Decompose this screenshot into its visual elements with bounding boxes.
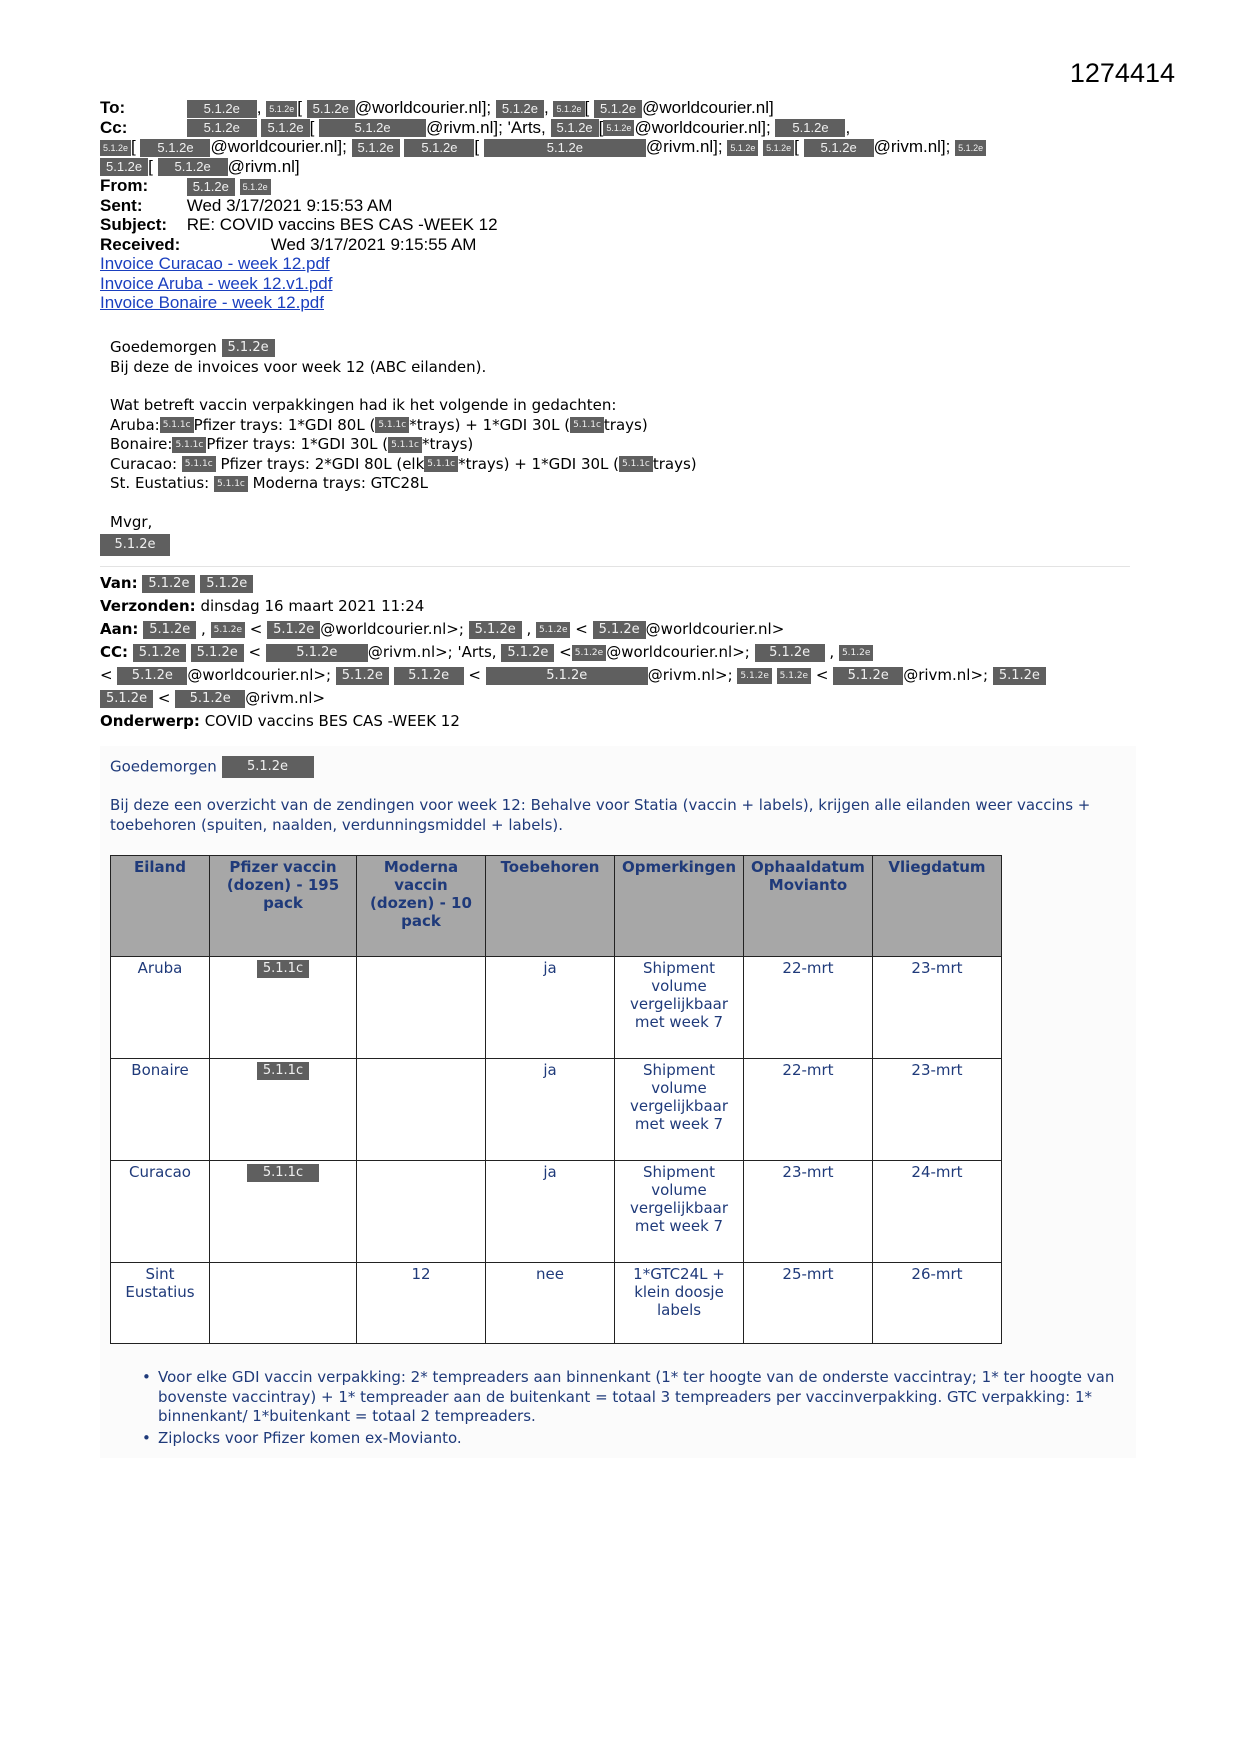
cell-opmerkingen: Shipment volume vergelijkbaar met week 7 [615,1059,744,1161]
verzonden-value: dinsdag 16 maart 2021 11:24 [200,597,425,615]
redaction: 5.1.2e [187,100,257,118]
email-domain: @rivm.nl>; [903,666,989,684]
email-domain: @worldcourier.nl>; [606,643,750,661]
redaction: 5.1.2e [307,100,355,118]
email-domain: @worldcourier.nl]; [634,117,771,137]
arts-text: 'Arts, [507,117,546,137]
onderwerp-label: Onderwerp: [100,712,200,730]
text: trays) [603,415,648,434]
redaction: 5.1.2e [200,575,253,593]
redaction: 5.1.2e [496,100,544,118]
redaction: 5.1.2e [222,756,314,778]
reply-body [110,338,1110,556]
redaction: 5.1.2e [833,667,903,685]
cell-moderna [357,1161,486,1263]
cell-ophaaldatum: 25-mrt [744,1263,873,1344]
cell-toebehoren: ja [486,1161,615,1263]
list-item: • Ziplocks voor Pfizer komen ex-Movianto. [158,1429,1118,1449]
text: Pfizer trays: 1*GDI 80L ( [193,415,376,434]
cell-vliegdatum: 26-mrt [873,1263,1002,1344]
redaction: 5.1.2e [266,101,297,117]
table-row [111,957,1002,1059]
redaction: 5.1.2e [187,178,235,196]
email-domain: @rivm.nl]; [426,117,503,137]
reply-greeting [110,338,1110,358]
redaction: 5.1.2e [501,644,554,662]
email-domain: @rivm.nl]; [873,137,951,157]
redaction: 5.1.2e [553,101,584,117]
from-line [100,176,1140,196]
redaction: 5.1.2e [737,668,771,684]
cc-line: CC: 5.1.2e 5.1.2e < 5.1.2e @rivm.nl>; 'Arts, 5.1.2e < 5.1.2e @worldcourier.nl>; 5.1.2e , 5.1.2e [100,641,1140,664]
cell-pfizer [210,1059,357,1161]
cell-toebehoren: ja [486,1059,615,1161]
cell-ophaaldatum: 22-mrt [744,957,873,1059]
cc-line-3: 5.1.2e < 5.1.2e @rivm.nl> [100,687,1140,710]
redaction: 5.1.2e [143,621,196,639]
redaction: 5.1.2e [266,644,368,662]
redaction: 5.1.2e [267,621,320,639]
redaction: 5.1.2e [486,667,648,685]
redaction: 5.1.2e [222,339,275,357]
attachment-link[interactable]: Invoice Aruba - week 12.v1.pdf [100,273,333,293]
reply-line: Bij deze de invoices voor week 12 (ABC eilanden). [110,357,487,376]
table-row [111,1161,1002,1263]
redaction: 5.1.1c [172,437,206,453]
redaction: 5.1.2e [117,667,187,685]
table-row [111,1059,1002,1161]
column-header: Vliegdatum [873,856,1002,957]
text: Curacao: [110,454,178,473]
column-header: Ophaaldatum Movianto [744,856,873,957]
redaction: 5.1.2e [142,575,195,593]
cell-pfizer [210,1263,357,1344]
redaction: 5.1.2e [187,119,257,137]
table-row [111,1263,1002,1344]
text: *trays) + 1*GDI 30L ( [458,454,620,473]
redaction: 5.1.2e [955,140,986,156]
redaction: 5.1.2e [240,179,271,195]
email-domain: @rivm.nl> [245,689,326,707]
cell-vliegdatum: 23-mrt [873,1059,1002,1161]
received-value: Wed 3/17/2021 9:15:55 AM [270,234,477,254]
packaging-statia [110,474,1110,494]
redaction: 5.1.2e [755,644,825,662]
redaction: 5.1.2e [603,120,634,136]
cell-vliegdatum: 23-mrt [873,957,1002,1059]
cell-ophaaldatum: 22-mrt [744,1059,873,1161]
sent-value: Wed 3/17/2021 9:15:53 AM [186,195,393,215]
document-id: 1274414 [1069,58,1175,88]
aan-label: Aan: [100,620,139,638]
redaction: 5.1.2e [100,140,131,156]
text: St. Eustatius: [110,474,210,492]
redaction: 5.1.1c [570,417,604,433]
cell-moderna: 12 [357,1263,486,1344]
sent-line [100,196,1140,216]
redaction: 5.1.1c [388,437,422,453]
email-domain: @rivm.nl] [227,156,300,176]
redaction: 5.1.2e [352,139,400,157]
cell-eiland: Bonaire [111,1059,210,1161]
redaction: 5.1.2e [839,645,873,661]
column-header: Toebehoren [486,856,615,957]
packaging-curacao [110,455,1110,475]
redaction: 5.1.2e [484,139,646,157]
redaction: 5.1.2e [593,621,646,639]
redaction: 5.1.2e [594,100,642,118]
text: Pfizer trays: 1*GDI 30L ( [206,435,389,453]
redaction: 5.1.2e [536,622,570,638]
redaction: 5.1.2e [100,534,170,556]
cell-pfizer [210,957,357,1059]
arts-text: 'Arts, [457,643,497,661]
column-header: Moderna vaccin (dozen) - 10 pack [357,856,486,957]
text: Aruba: [110,415,160,434]
onderwerp-value: COVID vaccins BES CAS -WEEK 12 [204,712,460,730]
redaction: 5.1.2e [777,668,811,684]
cell-eiland: Curacao [111,1161,210,1263]
redaction: 5.1.2e [191,644,244,662]
packaging-aruba [110,416,1110,436]
redaction: 5.1.2e [100,690,153,708]
cell-pfizer [210,1161,357,1263]
redaction: 5.1.1c [619,456,653,472]
cell-toebehoren: ja [486,957,615,1059]
redaction: 5.1.2e [336,667,389,685]
received-line [100,235,1140,255]
cc-label: CC: [100,643,129,661]
cell-vliegdatum: 24-mrt [873,1161,1002,1263]
redaction: 5.1.2e [394,667,464,685]
redaction: 5.1.1c [257,960,309,978]
column-header: Pfizer vaccin (dozen) - 195 pack [210,856,357,957]
verzonden-label: Verzonden: [100,597,196,615]
redaction: 5.1.2e [133,644,186,662]
redaction: 5.1.2e [572,645,606,661]
redaction: 5.1.2e [551,119,599,137]
redaction: 5.1.1c [375,417,409,433]
column-header: Eiland [111,856,210,957]
cell-moderna [357,1059,486,1161]
onderwerp-line [100,710,1140,733]
shipment-table [110,855,1002,1344]
cell-opmerkingen: 1*GTC24L + klein doosje labels [615,1263,744,1344]
text: *trays) [421,435,474,453]
redaction: 5.1.1c [160,417,194,433]
redaction: 5.1.2e [140,139,210,157]
email-domain: @worldcourier.nl] [642,98,774,117]
redaction: 5.1.1c [247,1164,319,1182]
cell-eiland: Sint Eustatius [111,1263,210,1344]
verzonden-line [100,595,1140,618]
cell-toebehoren: nee [486,1263,615,1344]
cell-opmerkingen: Shipment volume vergelijkbaar met week 7 [615,957,744,1059]
text: trays) [652,454,697,473]
original-intro: Bij deze een overzicht van de zendingen voor week 12: Behalve voor Statia (vaccin + labels), krijgen alle eilanden weer vaccins + toebehoren (spuiten, naalden, verdunningsmiddel + labels). [110,796,1091,834]
email-domain: @rivm.nl>; [647,666,733,684]
attachment-link[interactable]: Invoice Curacao - week 12.pdf [100,254,330,274]
cc-label: Cc: [100,117,128,137]
sent-label: Sent: [100,195,143,215]
redaction: 5.1.2e [404,139,474,157]
subject-line [100,215,1140,235]
redaction: 5.1.1c [182,456,216,472]
van-line [100,572,1140,595]
redaction: 5.1.2e [727,140,758,156]
redaction: 5.1.1c [214,476,248,492]
redaction: 5.1.2e [993,667,1046,685]
subject-label: Subject: [100,215,168,235]
redaction: 5.1.2e [804,139,874,157]
cc-line: Cc: 5.1.2e 5.1.2e [ 5.1.2e @rivm.nl]; 'Arts, 5.1.2e [ 5.1.2e @worldcourier.nl]; 5.1.2e , [100,117,851,137]
redaction: 5.1.2e [211,622,245,638]
greeting-text: Goedemorgen [110,757,217,776]
email-domain: @worldcourier.nl>; [187,666,331,684]
cc-line-3: 5.1.2e [ 5.1.2e @rivm.nl] [100,157,1140,177]
text: Moderna trays: GTC28L [252,474,428,492]
cell-opmerkingen: Shipment volume vergelijkbaar met week 7 [615,1161,744,1263]
text: Bonaire: [110,435,173,453]
redaction: 5.1.2e [775,119,845,137]
cc-line-2: 5.1.2e [ 5.1.2e @worldcourier.nl]; 5.1.2e 5.1.2e [ 5.1.2e @rivm.nl]; 5.1.2e 5.1.2e [ 5.1.2e @rivm.nl]; 5.1.2e [100,137,1140,157]
email-domain: @worldcourier.nl]; [354,98,492,117]
redaction: 5.1.2e [469,621,522,639]
redaction: 5.1.2e [261,119,309,137]
reply-line: Wat betreft vaccin verpakkingen had ik het volgende in gedachten: [110,396,617,414]
greeting-text: Goedemorgen [110,338,217,356]
email-domain: @worldcourier.nl>; [320,620,464,638]
text: Pfizer trays: 2*GDI 80L (elk [220,454,425,473]
cell-eiland: Aruba [111,957,210,1059]
email-domain: @worldcourier.nl]; [210,137,347,157]
column-header: Opmerkingen [615,856,744,957]
text: *trays) + 1*GDI 30L ( [409,415,571,434]
reply-closing: Mvgr, [110,512,153,531]
email-domain: @rivm.nl>; [367,643,453,661]
redaction: 5.1.1c [424,456,458,472]
redaction: 5.1.1c [257,1062,309,1080]
divider [100,566,1130,567]
redaction: 5.1.2e [175,690,245,708]
subject-value: RE: COVID vaccins BES CAS -WEEK 12 [186,215,498,235]
to-label: To: [100,98,126,117]
from-label: From: [100,176,149,196]
to-line: To: 5.1.2e , 5.1.2e [ 5.1.2e @worldcourier.nl]; 5.1.2e , 5.1.2e [ 5.1.2e @worldcourier.nl] [100,98,774,117]
cc-line-2: < 5.1.2e @worldcourier.nl>; 5.1.2e 5.1.2e < 5.1.2e @rivm.nl>; 5.1.2e 5.1.2e < 5.1.2e @rivm.nl>; 5.1.2e [100,664,1140,687]
redaction: 5.1.2e [100,158,148,176]
email-header [100,98,1140,313]
van-label: Van: [100,574,138,592]
quoted-header [100,572,1140,733]
cell-ophaaldatum: 23-mrt [744,1161,873,1263]
notes-list [158,1368,1118,1450]
table-header-row [111,856,1002,957]
aan-line: Aan: 5.1.2e , 5.1.2e < 5.1.2e @worldcourier.nl>; 5.1.2e , 5.1.2e < 5.1.2e @worldcourier.nl> [100,620,785,638]
email-domain: @worldcourier.nl> [645,620,785,638]
redaction: 5.1.2e [319,119,426,137]
list-item: • Voor elke GDI vaccin verpakking: 2* tempreaders aan binnenkant (1* ter hoogte van de onderste vaccintray; 1* ter hoogte van bovenste vaccintray) + 1* tempreader aan de buitenkant = totaal 3 tempreaders per vaccinverpakking. GTC verpakking: 1* binnenkant/ 1*buitenkant = totaal 2 tempreaders. [158,1368,1118,1427]
cell-moderna [357,957,486,1059]
packaging-bonaire [110,435,1110,455]
attachment-link[interactable]: Invoice Bonaire - week 12.pdf [100,293,324,313]
redaction: 5.1.2e [158,158,228,176]
email-domain: @rivm.nl]; [645,137,723,157]
original-greeting [110,756,314,778]
received-label: Received: [100,234,181,254]
redaction: 5.1.2e [763,140,794,156]
